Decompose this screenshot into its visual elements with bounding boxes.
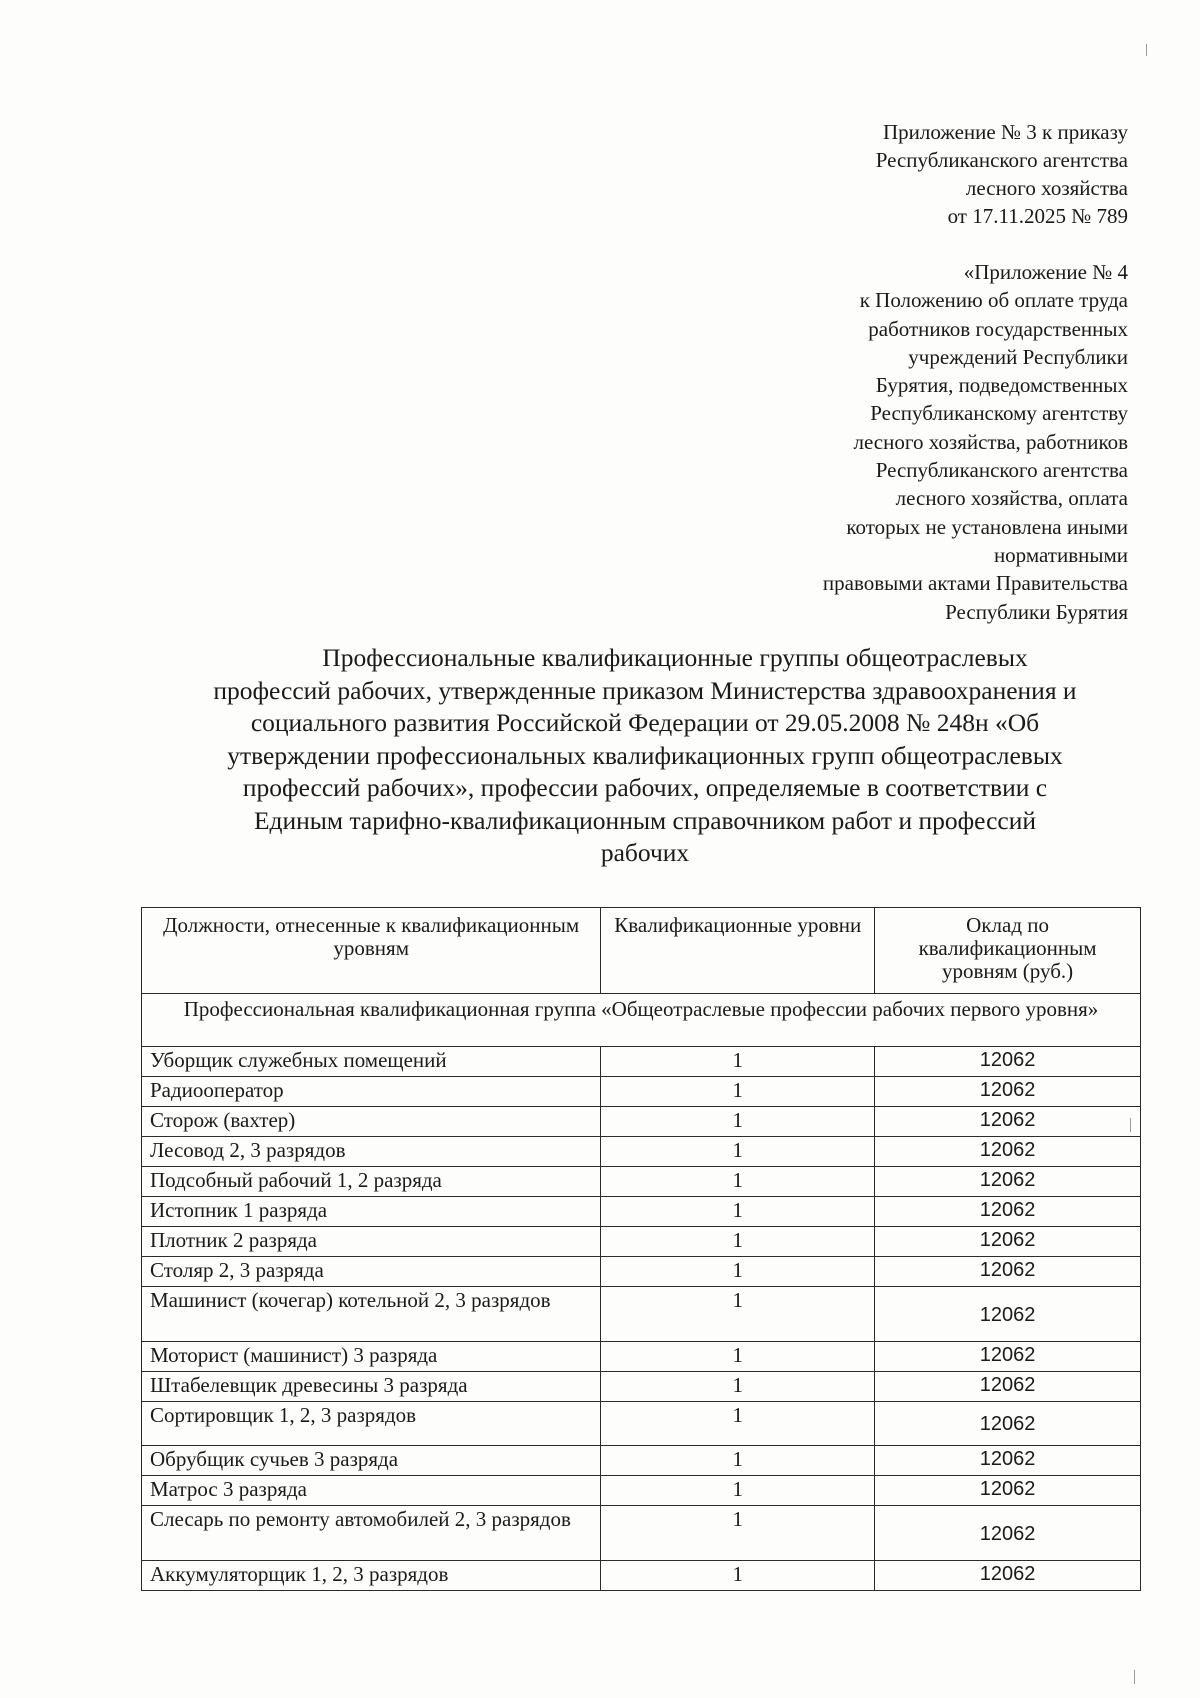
- level-cell: 1: [601, 1227, 875, 1257]
- salary-cell: 12062: [875, 1227, 1141, 1257]
- order-line: Приложение № 3 к приказу: [883, 120, 1128, 144]
- header-salary: Оклад по квалификационным уровням (руб.): [875, 908, 1141, 994]
- order-reference-block: [876, 118, 1128, 230]
- level-cell: 1: [601, 1167, 875, 1197]
- level-cell: 1: [601, 1287, 875, 1342]
- position-cell: Штабелевщик древесины 3 разряда: [142, 1372, 601, 1402]
- table-row: [142, 1561, 1141, 1591]
- table-row: [142, 1402, 1141, 1446]
- salary-cell: 12062: [875, 1137, 1141, 1167]
- salary-cell: 12062: [875, 1257, 1141, 1287]
- title-line: рабочих: [600, 838, 690, 867]
- position-cell: Столяр 2, 3 разряда: [142, 1257, 601, 1287]
- level-cell: 1: [601, 1257, 875, 1287]
- position-cell: Обрубщик сучьев 3 разряда: [142, 1446, 601, 1476]
- group-row: [142, 994, 1141, 1047]
- level-cell: 1: [601, 1077, 875, 1107]
- appendix-line: лесного хозяйства, работников: [853, 429, 1128, 454]
- table-row: [142, 1077, 1141, 1107]
- appendix-line: работников государственных: [868, 316, 1128, 341]
- salary-cell: 12062: [875, 1446, 1141, 1476]
- appendix-line: к Положению об оплате труда: [859, 288, 1128, 313]
- title-line: Единым тарифно-квалификационным справочником работ и профессий: [253, 805, 1037, 835]
- table-row: [142, 1446, 1141, 1476]
- level-cell: 1: [601, 1107, 875, 1137]
- order-date-number: от 17.11.2025 № 789: [947, 204, 1128, 228]
- appendix-reference-block: [823, 258, 1128, 626]
- salary-cell: 12062: [875, 1342, 1141, 1372]
- table-row: [142, 1257, 1141, 1287]
- appendix-line: Республики Бурятия: [945, 599, 1128, 624]
- level-cell: 1: [601, 1561, 875, 1591]
- table-row: [142, 1197, 1141, 1227]
- level-cell: 1: [601, 1197, 875, 1227]
- table-row: [142, 1287, 1141, 1342]
- position-cell: Сторож (вахтер): [142, 1107, 601, 1137]
- appendix-line: которых не установлена иными: [846, 514, 1128, 539]
- position-cell: Плотник 2 разряда: [142, 1227, 601, 1257]
- salary-cell: 12062: [875, 1402, 1141, 1446]
- position-cell: Аккумуляторщик 1, 2, 3 разрядов: [142, 1561, 601, 1591]
- document-title: [145, 642, 1145, 870]
- order-line: лесного хозяйства: [965, 176, 1128, 200]
- salary-cell: 12062: [875, 1197, 1141, 1227]
- level-cell: 1: [601, 1342, 875, 1372]
- level-cell: 1: [601, 1476, 875, 1506]
- table-row: [142, 1167, 1141, 1197]
- table-row: [142, 1107, 1141, 1137]
- level-cell: 1: [601, 1402, 875, 1446]
- level-cell: 1: [601, 1372, 875, 1402]
- title-line: Профессиональные квалификационные группы общеотраслевых: [322, 643, 1028, 672]
- salary-cell: 12062: [875, 1476, 1141, 1506]
- salary-cell: 12062: [875, 1287, 1141, 1342]
- header-levels: Квалификационные уровни: [601, 908, 875, 994]
- title-line: утверждении профессиональных квалификационных групп общеотраслевых: [227, 740, 1063, 770]
- table-row: [142, 1372, 1141, 1402]
- position-cell: Уборщик служебных помещений: [142, 1047, 601, 1077]
- salary-cell: 12062: [875, 1077, 1141, 1107]
- scan-artifact-mark: [1146, 44, 1147, 56]
- appendix-line: Республиканскому агентству: [870, 401, 1128, 426]
- header-positions: Должности, отнесенные к квалификационным уровням: [142, 908, 601, 994]
- position-cell: Машинист (кочегар) котельной 2, 3 разрядов: [142, 1287, 601, 1342]
- level-cell: 1: [601, 1047, 875, 1077]
- title-line: социального развития Российской Федерации от 29.05.2008 № 248н «Об: [250, 708, 1040, 737]
- level-cell: 1: [601, 1506, 875, 1561]
- scan-artifact-mark: [1134, 1670, 1135, 1684]
- salary-cell: 12062: [875, 1167, 1141, 1197]
- order-line: Республиканского агентства: [875, 148, 1128, 172]
- scan-artifact-mark: [1130, 1118, 1131, 1132]
- appendix-line: правовыми актами Правительства: [822, 571, 1128, 596]
- position-cell: Моторист (машинист) 3 разряда: [142, 1342, 601, 1372]
- table-row: [142, 1506, 1141, 1561]
- appendix-line: нормативными: [993, 542, 1128, 567]
- salary-cell: 12062: [875, 1561, 1141, 1591]
- group-title: Профессиональная квалификационная группа «Общеотраслевые профессии рабочих первого уровня»: [142, 994, 1141, 1047]
- position-cell: Сортировщик 1, 2, 3 разрядов: [142, 1402, 601, 1446]
- level-cell: 1: [601, 1446, 875, 1476]
- appendix-line: учреждений Республики: [908, 344, 1128, 369]
- table-row: [142, 1137, 1141, 1167]
- position-cell: Лесовод 2, 3 разрядов: [142, 1137, 601, 1167]
- salary-cell: 12062: [875, 1506, 1141, 1561]
- salary-cell: 12062: [875, 1047, 1141, 1077]
- appendix-line: «Приложение № 4: [963, 260, 1128, 284]
- salary-table: [141, 907, 1141, 1591]
- appendix-line: лесного хозяйства, оплата: [895, 486, 1128, 511]
- salary-cell: 12062: [875, 1107, 1141, 1137]
- position-cell: Матрос 3 разряда: [142, 1476, 601, 1506]
- table-row: [142, 1227, 1141, 1257]
- salary-cell: 12062: [875, 1372, 1141, 1402]
- table-row: [142, 1047, 1141, 1077]
- appendix-line: Бурятия, подведомственных: [875, 373, 1128, 398]
- title-line: профессий рабочих, утвержденные приказом Министерства здравоохранения и: [213, 675, 1077, 705]
- position-cell: Истопник 1 разряда: [142, 1197, 601, 1227]
- position-cell: Подсобный рабочий 1, 2 разряда: [142, 1167, 601, 1197]
- position-cell: Радиооператор: [142, 1077, 601, 1107]
- title-line: профессий рабочих», профессии рабочих, определяемые в соответствии с: [242, 773, 1048, 802]
- appendix-line: Республиканского агентства: [875, 458, 1128, 483]
- table-row: [142, 1342, 1141, 1372]
- table-row: [142, 1476, 1141, 1506]
- position-cell: Слесарь по ремонту автомобилей 2, 3 разрядов: [142, 1506, 601, 1561]
- table-header-row: [142, 908, 1141, 994]
- level-cell: 1: [601, 1137, 875, 1167]
